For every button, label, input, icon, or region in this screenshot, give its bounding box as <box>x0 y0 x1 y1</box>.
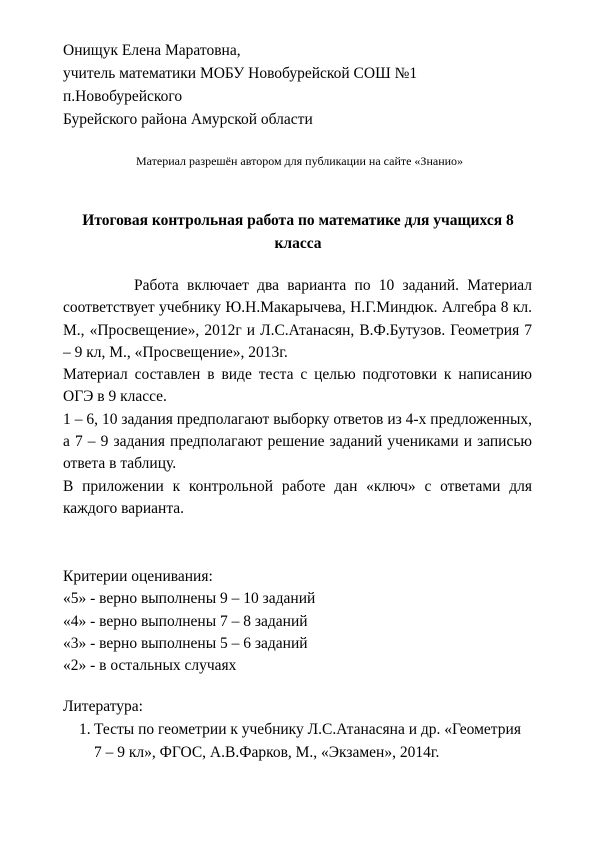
paragraph-variants: Работа включает два варианта по 10 заданий. Материал соответствует учебнику Ю.Н.Макарычева, Н.Г.Миндюк. Алгебра 8 кл. М., «Просвещение», 2012г и Л.С.Атанасян, В.Ф.Бутузов. Геометрия 7 – 9 кл, М., «Просвещение», 2013г. <box>63 277 532 361</box>
author-name: Онищук Елена Маратовна, <box>63 42 241 59</box>
criteria-item: «3» - верно выполнены 5 – 6 заданий <box>63 634 308 652</box>
criteria-item: «4» - верно выполнены 7 – 8 заданий <box>63 612 308 630</box>
paragraph-answer-key: В приложении к контрольной работе дан «ключ» с ответами для каждого варианта. <box>63 477 532 517</box>
author-position: учитель математики МОБУ Новобурейской СОШ №1 <box>63 65 418 82</box>
criteria-item: «2» - в остальных случаях <box>63 657 237 675</box>
author-region: Бурейского района Амурской области <box>63 111 313 128</box>
description-section <box>63 275 532 520</box>
paragraph-task-types: 1 – 6, 10 задания предполагают выборку ответов из 4-х предложенных, а 7 – 9 задания предполагают решение заданий учениками и записью ответа в таблицу. <box>63 410 532 473</box>
author-block <box>63 39 543 131</box>
document-title: Итоговая контрольная работа по математике для учащихся 8 класса <box>82 212 514 252</box>
literature-item <box>63 719 532 764</box>
author-town: п.Новобурейского <box>63 88 183 105</box>
literature-heading: Литература: <box>63 698 143 715</box>
literature-item-number: 1. <box>79 721 91 739</box>
permission-note <box>0 153 595 169</box>
permission-text: Материал разрешён автором для публикации на сайте «Знанио» <box>135 154 464 168</box>
criteria-section <box>63 566 532 677</box>
literature-section <box>63 696 532 764</box>
literature-item-text: Тесты по геометрии к учебнику Л.С.Атанасяна и др. «Геометрия 7 – 9 кл», ФГОС, А.В.Фарков, М., «Экзамен», 2014г. <box>94 721 521 761</box>
paragraph-purpose: Материал составлен в виде теста с целью подготовки к написанию ОГЭ в 9 классе. <box>63 366 532 406</box>
criteria-heading: Критерии оценивания: <box>63 568 213 585</box>
criteria-item: «5» - верно выполнены 9 – 10 заданий <box>63 590 316 608</box>
